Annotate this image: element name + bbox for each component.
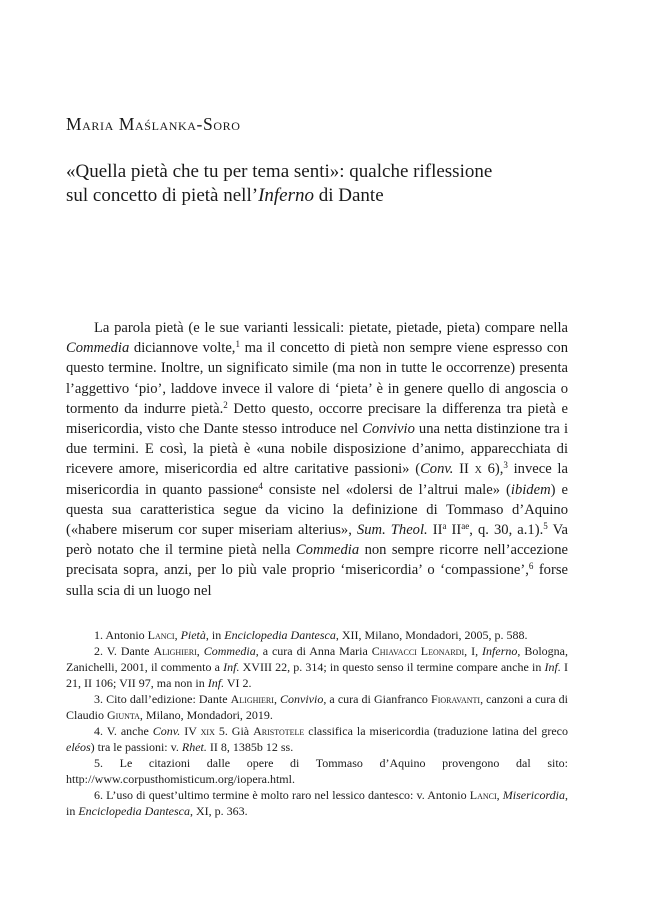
title-line-1: «Quella pietà che tu per tema senti»: qualche riflessione	[66, 161, 493, 182]
footnote-ref: 2	[223, 399, 228, 410]
article-title	[66, 160, 586, 208]
footnote-4: 4. V. anche Conv. IV xix 5. Già Aristotele classifica la misericordia (traduzione latina del greco eléos) tra le passioni: v. Rhet. II 8, 1385b 12 ss.	[66, 724, 568, 754]
footnote-2: 2. V. Dante Alighieri, Commedia, a cura di Anna Maria Chiavacci Leonardi, I, Inferno, Bologna, Zanichelli, 2001, il commento a Inf. XVIII 22, p. 314; in questo senso il termine compare anche in Inf. I 21, II 106; VII 97, ma non in Inf. VI 2.	[66, 644, 568, 690]
footnote-ref: 3	[503, 460, 508, 471]
body-text	[66, 318, 568, 601]
author-name: Maria Maślanka-Soro	[66, 114, 241, 134]
footnote-ref: 6	[528, 561, 534, 572]
footnote-3: 3. Cito dall’edizione: Dante Alighieri, Convivio, a cura di Gianfranco Fioravanti, canzoni a cura di Claudio Giunta, Milano, Mondadori, 2019.	[66, 692, 569, 722]
footnote-1: 1. Antonio Lanci, Pietà, in Enciclopedia Dantesca, XII, Milano, Mondadori, 2005, p. 588.	[94, 628, 528, 642]
footnote-6: 6. L’uso di quest’ultimo termine è molto raro nel lessico dantesco: v. Antonio Lanci, Misericordia, in Enciclopedia Dantesca, XI, p. 363.	[66, 788, 568, 818]
footnote-5: 5. Le citazioni dalle opere di Tommaso d’Aquino provengono dal sito: http://www.corpusthomisticum.org/iopera.html.	[66, 756, 568, 786]
footnote-ref: 1	[235, 339, 240, 350]
footnote-ref: 4	[258, 480, 263, 491]
footnote-ref: 5	[543, 521, 548, 532]
footnotes	[66, 627, 568, 819]
title-line-2: sul concetto di pietà nell’Inferno di Dante	[66, 185, 384, 206]
body-paragraph: La parola pietà (e le sue varianti lessicali: pietate, pietade, pieta) compare nella Commedia diciannove volte,$^1$ ma il concetto di pietà non sempre viene espresso con questo termine. Inoltre, un significato simile (ma non in tutte le occorrenze) presenta l’aggettivo ‘pio’, laddove invece il valore di ‘pieta’ è in genere quello di angoscia o tormento da indurre pietà.$^2$ Detto questo, occorre precisare la differenza tra pietà e misericordia, visto che Dante stesso introduce nel Convivio una netta distinzione tra i due termini. E così, la pietà è «una nobile disposizione d’animo, apparecchiata di ricevere amore, misericordia ed altre caritative passioni» (Conv. II x 6),$^3$ invece la misericordia in quanto passione$^4$ consiste nel «dolersi de l’altrui male» (ibidem) e questa sua caratteristica segue da vicino la definizione di Tommaso d’Aquino («habere miserum cor super miseriam alterius», Sum. Theol. $II^a$ $II^{ae}$, q. 30, a.1).$^5$ Va però notato che il termine pietà nella Commedia non sempre ricorre nell’accezione precisata sopra, anzi, per lo più vale proprio ‘misericordia’ o ‘compassione’,$^6$ forse sulla scia di un luogo nel	[66, 320, 569, 599]
